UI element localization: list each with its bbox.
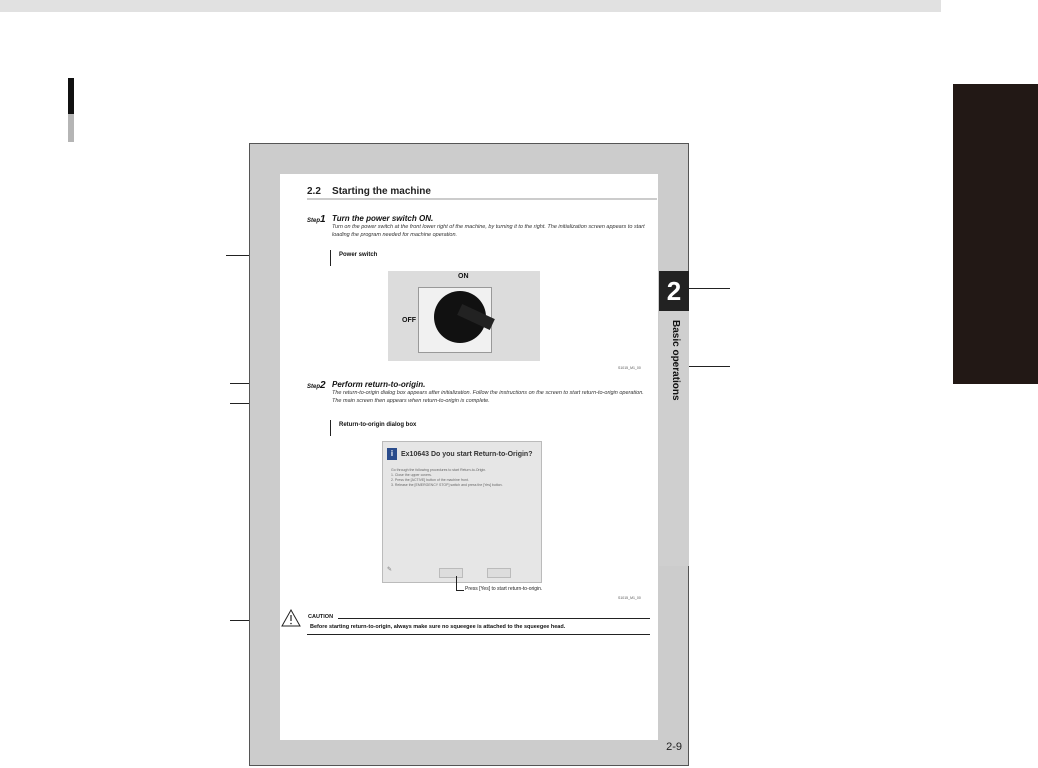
section-number: 2.2 — [307, 186, 321, 197]
step-2-body: The return-to-origin dialog box appears after initialization. Follow the instructions on the screen to start return-to-origin operation. The main screen then appears when return-to-origin is complete. — [332, 390, 644, 404]
step-1-title: Turn the power switch ON. — [332, 214, 434, 223]
dialog-line: 3. Release the [EMERGENCY STOP] switch and press the [Yes] button. — [391, 483, 503, 487]
caution-text: Before starting return-to-origin, always make sure no squeegee is attached to the squeegee head. — [310, 624, 566, 630]
dialog-header — [387, 446, 537, 462]
power-switch-photo — [388, 271, 540, 361]
switch-on-label: ON — [458, 273, 469, 280]
caution-bottom-rule — [307, 634, 650, 635]
dialog-line: 1. Close the upper covers. — [391, 473, 432, 477]
caution-top-rule — [338, 618, 650, 619]
manual-page — [249, 143, 689, 766]
top-band — [0, 0, 941, 12]
step-1-number: 1 — [320, 214, 326, 225]
section-marker-dark — [68, 78, 74, 114]
caution-triangle-icon — [281, 609, 301, 627]
dialog-box-label: Return-to-origin dialog box — [330, 420, 416, 436]
dialog-line: Go through the following procedures to start Return-to-Origin. — [391, 468, 487, 472]
thumb-index-tab — [953, 84, 1038, 384]
step-2-number: 2 — [320, 380, 326, 391]
dialog-title: Ex10643 Do you start Return-to-Origin? — [401, 450, 533, 458]
step-2-tag: Step2 — [307, 380, 326, 391]
dialog-instructions — [391, 468, 503, 488]
chapter-label: Basic operations — [670, 320, 681, 401]
power-switch-label: Power switch — [330, 250, 377, 266]
step-1-body: Turn on the power switch at the front lower right of the machine, by turning it to the right. The initialization screen appears to start loading the program needed for machine operation. — [332, 224, 645, 238]
return-to-origin-dialog-image — [382, 441, 542, 583]
dialog-yes-button — [439, 568, 463, 578]
caution-heading: CAUTION — [308, 614, 334, 620]
switch-off-label: OFF — [402, 317, 416, 324]
leader-line — [683, 366, 730, 367]
section-marker-light — [68, 114, 74, 142]
dialog-no-button — [487, 568, 511, 578]
section-heading — [307, 186, 431, 197]
dialog-corner-icon: ✎ — [387, 567, 393, 573]
step-2-title: Perform return-to-origin. — [332, 380, 426, 389]
section-rule — [307, 198, 657, 200]
callout-line — [456, 590, 464, 591]
page-number: 2-9 — [666, 741, 682, 753]
leader-line — [683, 288, 730, 289]
dialog-image-code: S1015_M1_00 — [618, 596, 641, 600]
info-icon: i — [387, 448, 397, 460]
callout-line — [456, 576, 457, 590]
dialog-line: 2. Press the [ACTIVE] button of the machine front. — [391, 478, 469, 482]
chapter-number: 2 — [659, 271, 689, 311]
chapter-tab — [659, 274, 689, 566]
section-title: Starting the machine — [332, 186, 431, 197]
photo-code: S1015_M1_00 — [618, 366, 641, 370]
press-yes-note: Press [Yes] to start return-to-origin. — [465, 586, 543, 592]
step-1-tag: Step1 — [307, 214, 326, 225]
